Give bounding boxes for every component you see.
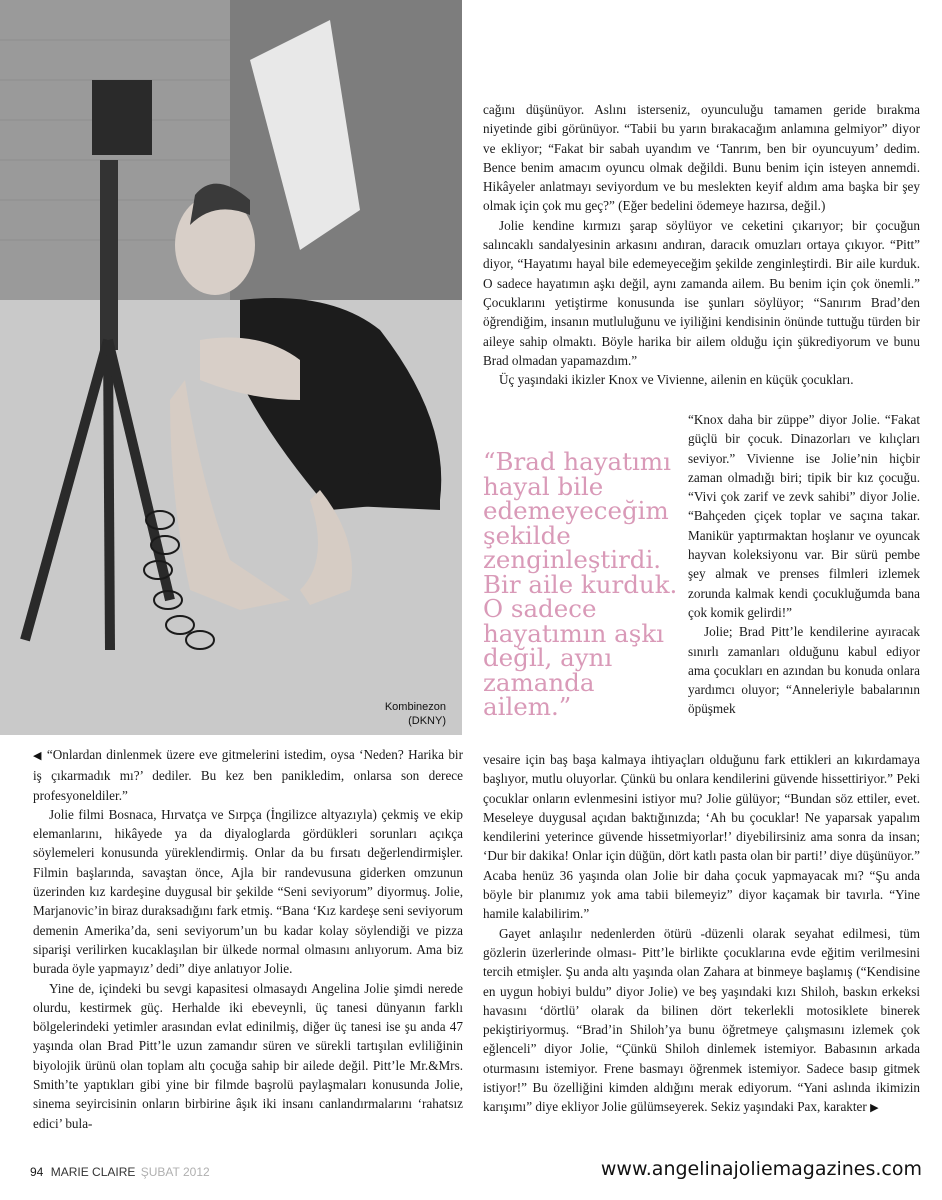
paragraph: Jolie filmi Bosnaca, Hırvatça ve Sırpça (İngilizce altyazıyla) çekmiş ve ekip elemanlarını, hikâyede ya da diyaloglarda gördükleri sorunları açıkça söylemeleri konusunda yüreklendirmiş. Onlar da bu fırsatı değerlendirmişler. Filmin başlarında, savaştan önce, Ajla bir randevusuna giderken omzunun üzerinden kız kardeşine duygusal bir şekilde “Seni seviyorum” diyormuş. Jolie, Marjanovic’in biraz duraksadığını fark etmiş. “Bana ‘Kız kardeşe seni seviyorum demenin Amerika’da, seni seviyorum’un bu kadar kolay söylendiği ve pizza siparişi verilirken kucaklaşılan bir ülkede normal olmasını anlıyorum. Ama biz burada öyle yapmayız’ dedi” diye anlatıyor Jolie.: [33, 806, 463, 977]
pull-quote: “Brad hayatımı hayal bile edemeyeceğim şekilde zenginleştirdi. Bir aile kurduk. O sadece hayatımın aşkı değil, aynı zamanda ailem.”: [483, 447, 678, 721]
magazine-name: MARIE CLAIRE: [50, 1165, 136, 1179]
photo-credit-line1: Kombinezon: [384, 701, 446, 713]
paragraph: “Knox daha bir züppe” diyor Jolie. “Fakat güçlü bir çocuk. Dinazorları ve kılıçları seviyor.” Vivienne ise Jolie’nin hiçbir zaman olmadığı biri; tipik bir kız çocuğu. “Vivi çok zarif ve zevk sahibi” diyor Jolie. “Bahçeden çiçek toplar ve saçına takar. Manikür yaptırmaktan hoşlanır ve oyuncak hayvan koleksiyonu var. Bir sürü pembe şey almak ve prenses filmleri izlemek zorunda kalmak kendi çocukluğumda bana çok komik gelirdi!”: [688, 412, 920, 620]
article-photo: [0, 0, 462, 735]
continue-left-arrow-icon: ◀: [33, 750, 43, 762]
article-column-bottom-left: [33, 745, 463, 1133]
paragraph: cağını düşünüyor. Aslını isterseniz, oyunculuğu tamamen geride bırakma niyetinde gibi görünüyor. “Tabii bu yarın bırakacağım anlamına gelmiyor” diyor ve ekliyor; “Fakat bir sabah uyandım ve ‘Tanrım, ben bir oyuncuyum’ dedim. Bence benim amacım oyuncu olmak değildi. Bunu benim için isteyen annemdi. Hikâyeler anlatmayı seviyordum ve bu meslekten keyif aldım ama başka bir şey olmak için çok mu geç?” (Eğer bedelini ödemeye hazırsa, değil.): [483, 102, 920, 214]
paragraph: Üç yaşındaki ikizler Knox ve Vivienne, ailenin en küçük çocukları.: [499, 372, 854, 388]
page-footer: [30, 1165, 210, 1179]
paragraph-text: Gayet anlaşılır nedenlerden ötürü -düzenli olarak seyahat edilmesi, tüm gözlerin üzerlerinde olması- Pitt’le birlikte çocuklarına evde eğitim verilmesini tercih etmişler. Şu anda altı yaşında olan Zahara at binmeye başlamış (“Kendisine en uygun hobiyi buldu” diyor Jolie) ve beş yaşındaki kızı Shiloh, baskın erkeksi havasını ‘dörtlü’ olarak da bilinen dört tekerlekli motosiklete binerek pekiştiriyormuş. “Brad’in Shiloh’ya bunu öğretmeye çalışmasını izlemek çok eğlenceli” diyor Jolie, “Çünkü Shiloh dinlemek istemiyor. Babasının arkada oturmasını istemiyor. Frene basmayı öğrenmek istemiyor. Sadece basıp gitmek istiyor!” Bu özelliğini kimden aldığını merak ediyorum. “Yani aslında ikimizin karışımı” diye ekliyor Jolie gülümseyerek. Sekiz yaşındaki Pax, karakter: [483, 925, 920, 1115]
photo-credit-line2: (DKNY): [408, 715, 446, 727]
website-watermark: www.angelinajoliemagazines.com: [600, 1158, 922, 1180]
paragraph: Jolie; Brad Pitt’le kendilerine ayıracak sınırlı zamanları olduğunu kabul ediyor ama çocukları en azından bu konuda onlara yardımcı oluyor; “Anneleriyle babalarının öpüşmek: [688, 624, 920, 717]
photo-illustration: [0, 0, 462, 735]
paragraph-continues: [483, 924, 920, 1119]
paragraph: Jolie kendine kırmızı şarap söylüyor ve ceketini çıkarıyor; bir çocuğun salıncaklı sandalyesinin arkasını andıran, daracık omuzları ortaya çıkıyor. “Pitt” diyor, “Hayatımı hayal bile edemeyeceğim şekilde zenginleştirdi. Bir aile kurduk. O sadece hayatımın aşkı değil, aynı zamanda ailem. Bu benim için çok önemli.” Çocuklarını yetiştirme konusunda ise şunları söylüyor; “Sanırım Brad’den öğrendiğim, insanın mutluluğunu ve iyiliğini kendisinin önünde tuttuğu türden bir aileye sahip olmaktı. Böyle harika bir ailem olduğu için şükrediyorum ve bunu Brad olmadan yapamazdım.”: [483, 217, 920, 368]
paragraph: Yine de, içindeki bu sevgi kapasitesi olmasaydı Angelina Jolie şimdi nerede olurdu, kestirmek güç. Herhalde iki ebeveynli, üç tanesi dünyanın farklı bölgelerindeki yetimler arasından evlat edinilmiş, diğer üç tanesi ise şu anda 47 yaşında olan Brad Pitt’le uzun zamandır süren ve sürekli tartışılan evliliğinin biyolojik ürünü olan toplam altı çocuğa sahip bir ailede değil. Pitt’le Mr.&Mrs. Smith’te yaptıkları gibi yine bir filmde başrolü paylaşmaları konusunda Jolie, sinema seyircisinin onların birbirine âşık iki insanı canlandırmalarını ‘rahatsız edici’ bula-: [33, 980, 463, 1131]
photo-credit: [385, 700, 446, 728]
article-column-right-top: [483, 100, 920, 389]
paragraph-text: “Onlardan dinlenmek üzere eve gitmelerini istedim, oysa ‘Neden? Harika bir iş çıkarmadık mı?’ dediler. Bu kez ben panikledim, onlarsa son derece profesyoneldiler.”: [33, 747, 463, 803]
page-number: 94: [30, 1165, 44, 1179]
continue-right-arrow-icon: ▶: [870, 1102, 879, 1115]
paragraph: vesaire için baş başa kalmaya ihtiyaçları olduğunu fark ettikleri an kıkırdamaya başlıyor, mutlu oluyorlar. Çünkü bu onlara kendilerini güvende hissettiriyor.” Peki çocuklar onların evlenmesini istiyor mu? Jolie gülüyor; “Bundan söz ettiler, evet. Meseleye duygusal açıdan baktığınızda; ‘Ah bu çocuklar! Ne yaparsak yapalım kendilerini yeterince güvende hissetmiyorlar!’ diyebilirsiniz ama sonra da insan; ‘Dur bir dakika! Onlar için düğün, dört katlı pasta olan bir parti!’ diye düşünüyor.” Acaba henüz 36 yaşında olan Jolie bir daha çocuk yapmayacak mı? “Şu anda böyle bir planımız yok ama tabii bilemeyiz” diyor kaçamak bir tavırla. “Yine hamile kalabilirim.”: [483, 752, 920, 922]
paragraph-continued: [33, 745, 463, 805]
article-column-right-narrow: [688, 410, 920, 719]
issue-date: ŞUBAT 2012: [140, 1165, 210, 1179]
article-column-bottom-right: [483, 750, 920, 1119]
